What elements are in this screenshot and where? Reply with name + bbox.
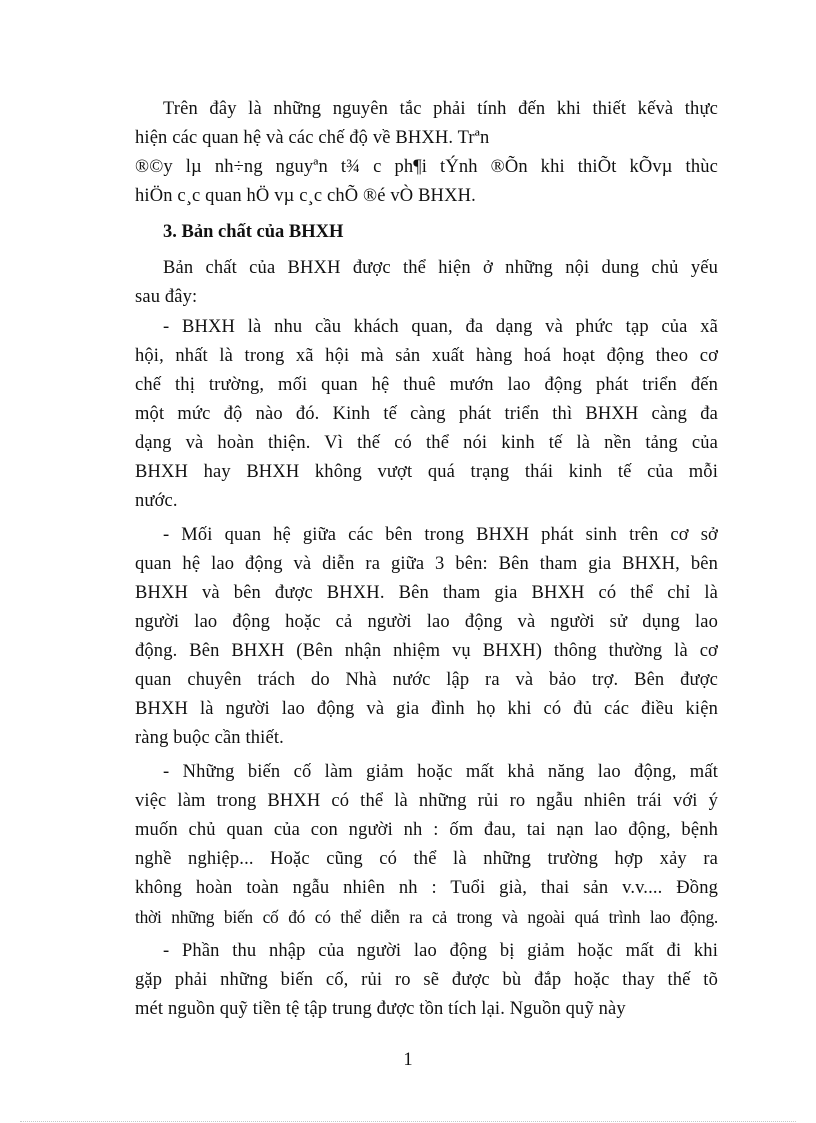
- paragraph-line: ®©y lµ nh÷ng nguyªn t¾ c ph¶i tÝnh ®Õn khi thiÕt kÕvµ thùc: [135, 157, 718, 177]
- paragraph-line: nước.: [135, 491, 178, 511]
- paragraph-line: gặp phải những biến cố, rủi ro sẽ được bù đắp hoặc thay thế tõ: [135, 970, 718, 990]
- paragraph-line: mét nguồn quỹ tiền tệ tập trung được tồn tích lại. Nguồn quỹ này: [135, 999, 626, 1019]
- paragraph-line: dạng và hoàn thiện. Vì thế có thể nói kinh tế là nền tảng của: [135, 433, 718, 453]
- paragraph-line: việc làm trong BHXH có thể là những rủi ro ngẫu nhiên trái với ý: [135, 791, 718, 811]
- paragraph-line: động. Bên BHXH (Bên nhận nhiệm vụ BHXH) thông thường là cơ: [135, 641, 718, 661]
- paragraph-line: thời những biến cố đó có thể diễn ra cả trong và ngoài quá trình lao động.: [135, 907, 718, 927]
- paragraph-line: hiÖn c¸c quan hÖ vµ c¸c chÕ ®é vÒ BHXH.: [135, 186, 476, 206]
- paragraph-line: hội, nhất là trong xã hội mà sản xuất hàng hoá hoạt động theo cơ: [135, 346, 718, 366]
- paragraph-line: - Phần thu nhập của người lao động bị giảm hoặc mất đi khi: [163, 941, 718, 961]
- paragraph-line: một mức độ nào đó. Kinh tế càng phát triển thì BHXH càng đa: [135, 404, 718, 424]
- paragraph-line: BHXH và bên được BHXH. Bên tham gia BHXH có thể chỉ là: [135, 583, 718, 603]
- paragraph-line: BHXH hay BHXH không vượt quá trạng thái kinh tế của mỗi: [135, 462, 718, 482]
- paragraph-line: Bản chất của BHXH được thể hiện ở những nội dung chủ yếu: [163, 258, 718, 278]
- paragraph-line: không hoàn toàn ngẫu nhiên nh : Tuổi già, thai sản v.v.... Đồng: [135, 878, 718, 898]
- paragraph-line: Trên đây là những nguyên tắc phải tính đến khi thiết kếvà thực: [163, 99, 718, 119]
- paragraph-line: - Mối quan hệ giữa các bên trong BHXH phát sinh trên cơ sở: [163, 525, 718, 545]
- paragraph-line: quan chuyên trách do Nhà nước lập ra và bảo trợ. Bên được: [135, 670, 718, 690]
- page-bottom-rule: [20, 1121, 796, 1122]
- paragraph-line: nghề nghiệp... Hoặc cũng có thể là những trường hợp xảy ra: [135, 849, 718, 869]
- page-number: 1: [403, 1050, 413, 1070]
- paragraph-line: muốn chủ quan của con người nh : ốm đau, tai nạn lao động, bệnh: [135, 820, 718, 840]
- paragraph-line: - Những biến cố làm giảm hoặc mất khả năng lao động, mất: [163, 762, 718, 782]
- paragraph-line: sau đây:: [135, 287, 198, 307]
- paragraph-line: hiện các quan hệ và các chế độ về BHXH. Trªn: [135, 128, 490, 148]
- paragraph-line: - BHXH là nhu cầu khách quan, đa dạng và phức tạp của xã: [163, 317, 718, 337]
- paragraph-line: BHXH là người lao động và gia đình họ khi có đủ các điều kiện: [135, 699, 718, 719]
- paragraph-line: người lao động hoặc cả người lao động và người sử dụng lao: [135, 612, 718, 632]
- section-heading: 3. Bản chất của BHXH: [163, 222, 344, 242]
- paragraph-line: chế thị trường, mối quan hệ thuê mướn lao động phát triển đến: [135, 375, 718, 395]
- paragraph-line: quan hệ lao động và diễn ra giữa 3 bên: Bên tham gia BHXH, bên: [135, 554, 718, 574]
- paragraph-line: ràng buộc cần thiết.: [135, 728, 284, 748]
